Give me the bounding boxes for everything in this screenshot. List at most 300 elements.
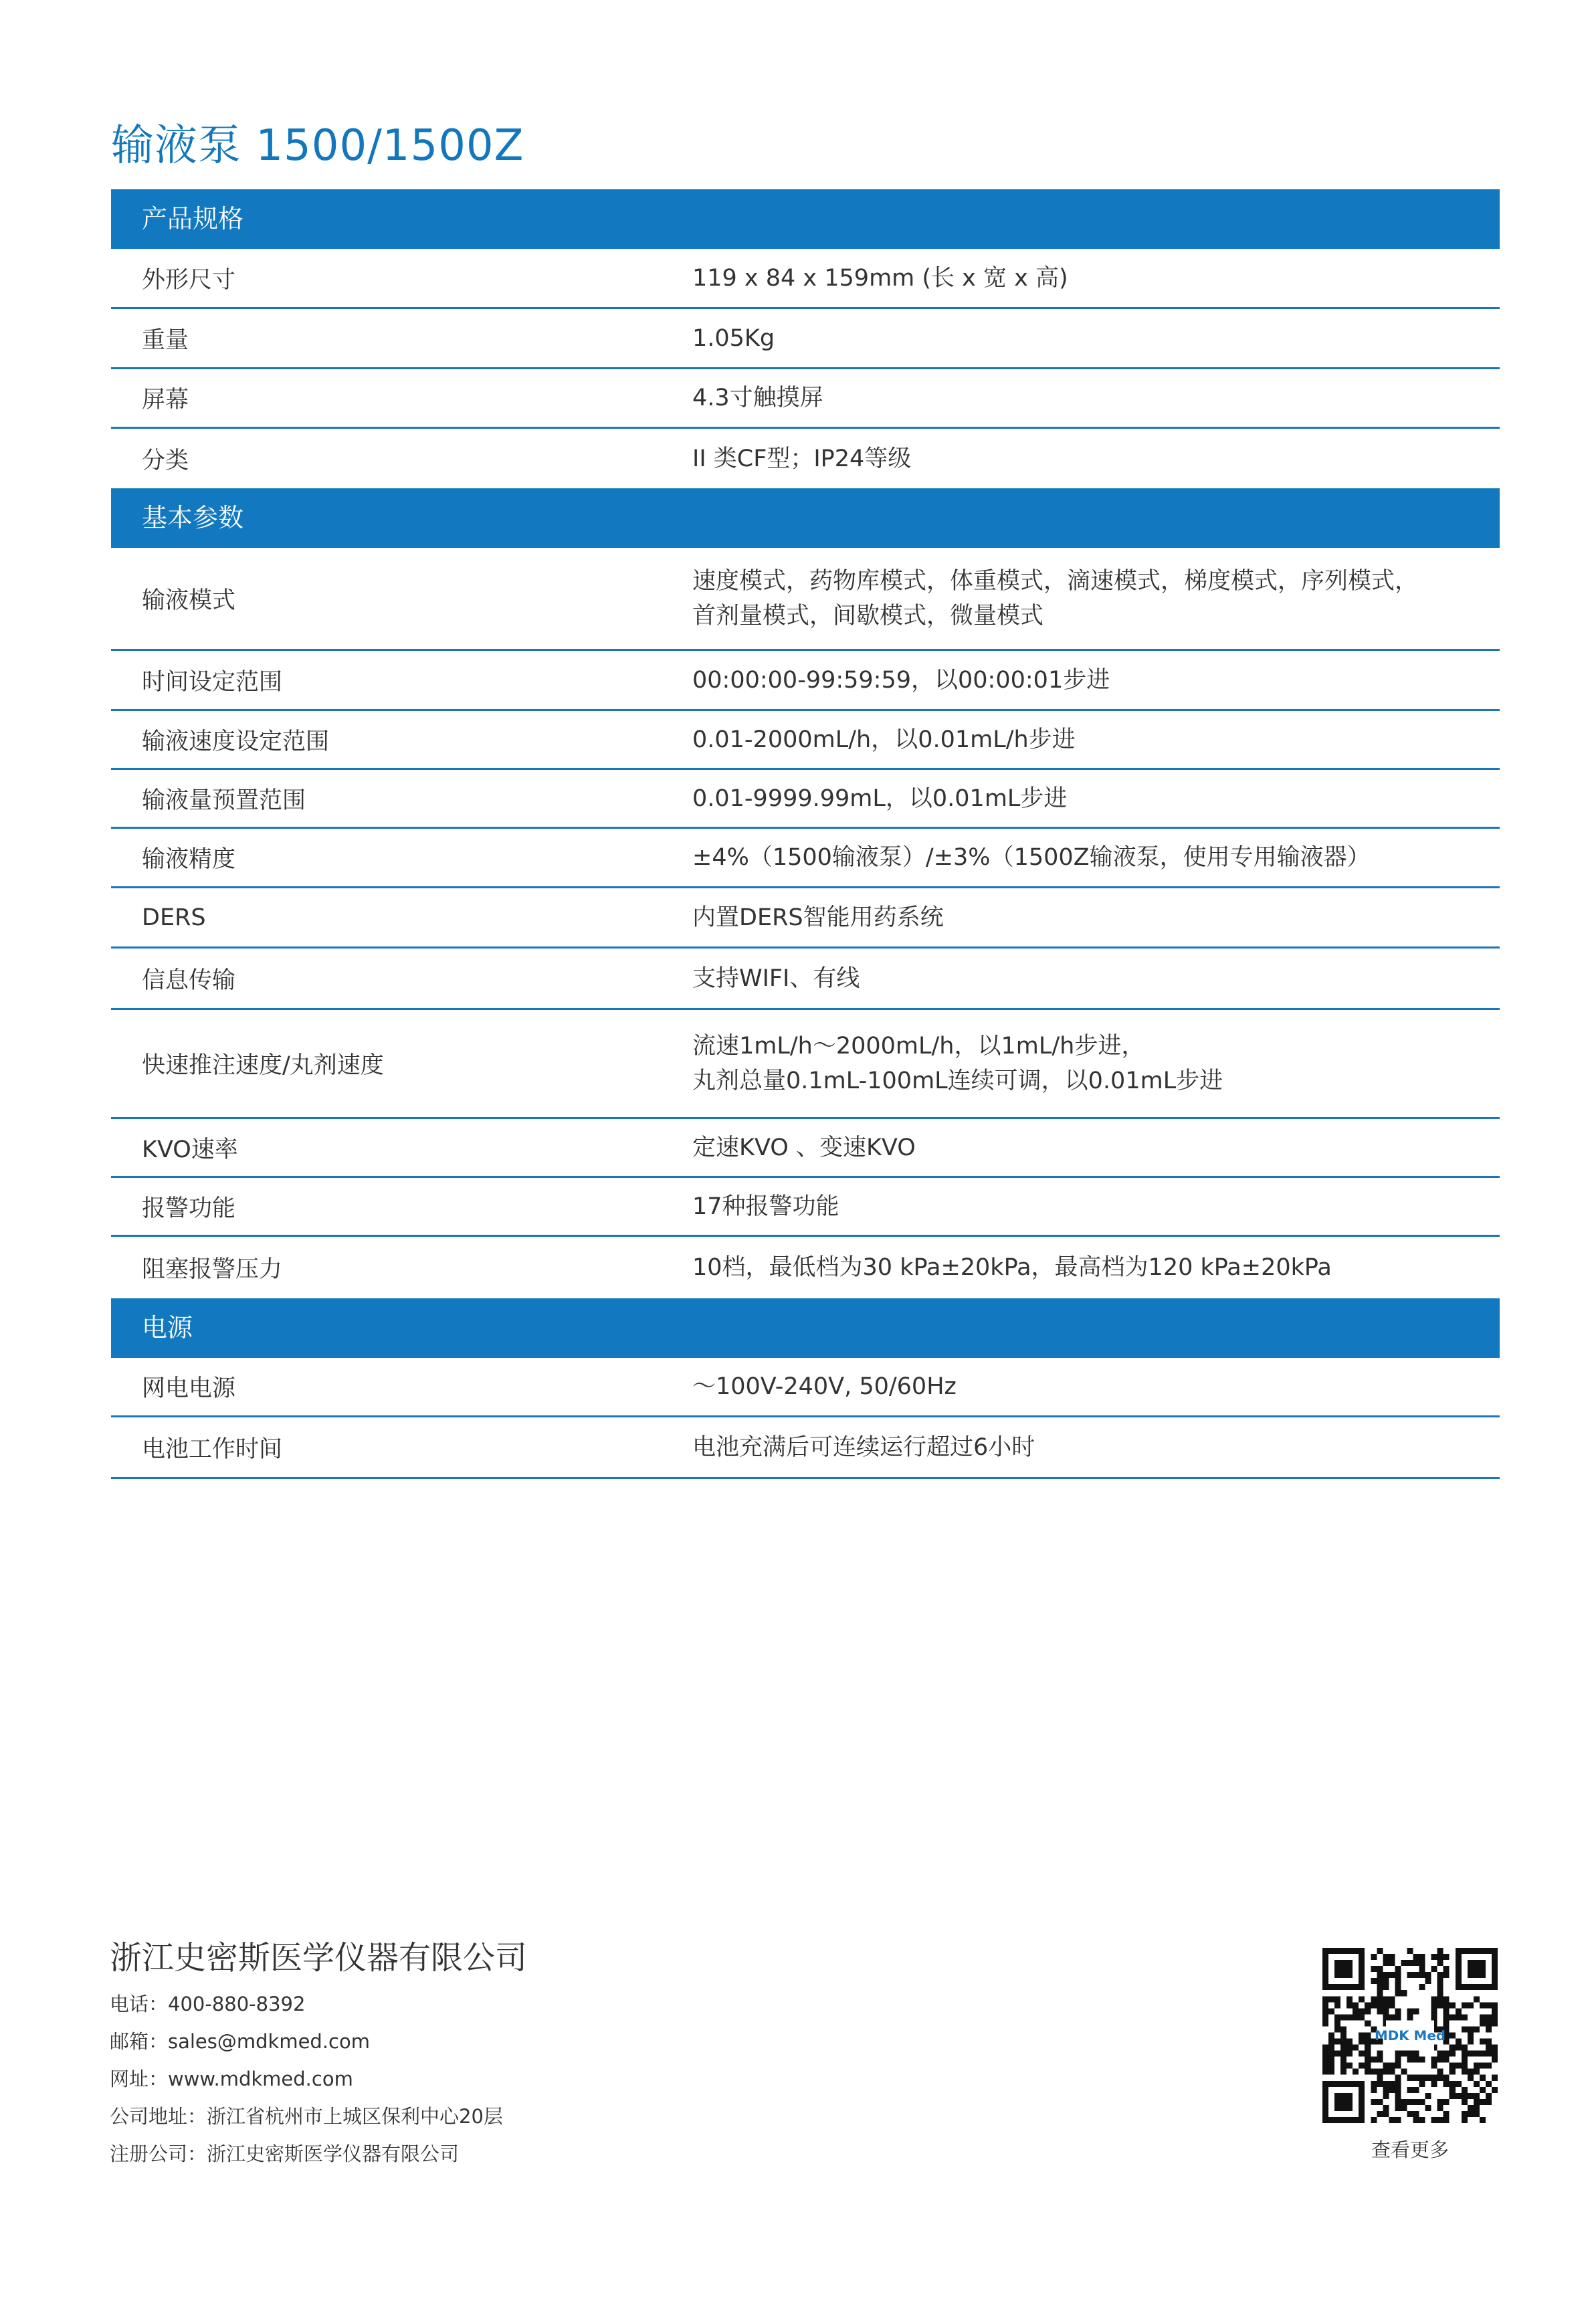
qr-module xyxy=(1468,2002,1474,2008)
qr-module xyxy=(1328,2039,1334,2045)
qr-module xyxy=(1322,2057,1328,2063)
qr-module xyxy=(1383,1978,1389,1984)
qr-module xyxy=(1492,2057,1498,2063)
qr-module xyxy=(1443,1972,1450,1978)
qr-module xyxy=(1443,2099,1450,2105)
qr-module xyxy=(1389,2087,1395,2093)
qr-code-icon xyxy=(1322,1948,1498,2123)
qr-module xyxy=(1462,2026,1468,2032)
qr-module xyxy=(1340,2032,1346,2038)
qr-module xyxy=(1443,2075,1450,2081)
qr-module xyxy=(1383,1972,1389,1978)
qr-module xyxy=(1377,1996,1383,2002)
section-heading-power: 电源 xyxy=(111,1298,1500,1358)
qr-module xyxy=(1377,1984,1383,1990)
qr-module xyxy=(1383,1954,1389,1960)
qr-module xyxy=(1462,2045,1468,2051)
qr-module xyxy=(1383,2069,1389,2075)
row-key: 快速推注速度/丸剂速度 xyxy=(142,1052,384,1079)
qr-module xyxy=(1419,1960,1425,1966)
qr-module xyxy=(1456,2093,1462,2099)
qr-module xyxy=(1443,2117,1450,2123)
row-value: 0.01-2000mL/h，以0.01mL/h步进 xyxy=(692,726,1076,753)
qr-module xyxy=(1340,2039,1346,2045)
qr-module xyxy=(1462,2069,1468,2075)
qr-module xyxy=(1389,2081,1395,2087)
qr-module xyxy=(1468,2111,1474,2117)
qr-module xyxy=(1468,2032,1474,2038)
qr-module xyxy=(1474,2069,1480,2075)
qr-module xyxy=(1456,2008,1462,2014)
qr-module xyxy=(1365,2032,1371,2038)
qr-module xyxy=(1437,1972,1443,1978)
qr-module xyxy=(1346,2063,1353,2069)
qr-module xyxy=(1486,2045,1492,2051)
qr-module xyxy=(1371,1966,1377,1972)
qr-module xyxy=(1365,2051,1371,2057)
qr-module xyxy=(1450,2002,1456,2008)
qr-module xyxy=(1437,2057,1443,2063)
qr-module xyxy=(1322,2045,1328,2051)
qr-module xyxy=(1413,2117,1419,2123)
qr-module xyxy=(1443,1954,1450,1960)
qr-module xyxy=(1407,1972,1413,1978)
table-row xyxy=(111,369,1500,429)
qr-module xyxy=(1492,2075,1498,2081)
qr-module xyxy=(1322,2051,1328,2057)
qr-module xyxy=(1462,2051,1468,2057)
table-row xyxy=(111,888,1500,948)
qr-module xyxy=(1413,2051,1419,2057)
row-key: 重量 xyxy=(142,326,189,354)
qr-module xyxy=(1468,2039,1474,2045)
section-heading-specs: 产品规格 xyxy=(111,189,1500,249)
qr-module xyxy=(1377,2057,1383,2063)
qr-module xyxy=(1395,1966,1401,1972)
qr-module xyxy=(1395,2105,1401,2111)
qr-module xyxy=(1437,1948,1443,1954)
qr-module xyxy=(1407,1948,1413,1954)
qr-module xyxy=(1389,1996,1395,2002)
qr-module xyxy=(1365,2069,1371,2075)
qr-module xyxy=(1462,2117,1468,2123)
qr-module xyxy=(1340,2069,1346,2075)
qr-module xyxy=(1425,2105,1431,2111)
qr-module xyxy=(1431,2075,1437,2081)
qr-module xyxy=(1395,2014,1401,2020)
qr-module xyxy=(1413,1972,1419,1978)
row-value: II 类CF型；IP24等级 xyxy=(692,445,912,472)
qr-module xyxy=(1474,2081,1480,2087)
qr-module xyxy=(1419,2075,1425,2081)
qr-module xyxy=(1395,2075,1401,2081)
row-key: 输液速度设定范围 xyxy=(142,728,330,755)
qr-module xyxy=(1413,2111,1419,2117)
qr-module xyxy=(1425,1978,1431,1984)
qr-module xyxy=(1340,2014,1346,2020)
qr-module xyxy=(1443,1996,1450,2002)
qr-module xyxy=(1480,2014,1486,2020)
qr-module xyxy=(1377,2008,1383,2014)
table-row xyxy=(111,1237,1500,1298)
qr-module xyxy=(1395,2081,1401,2087)
qr-module xyxy=(1492,2020,1498,2026)
row-value: ～100V-240V, 50/60Hz xyxy=(692,1373,957,1400)
qr-module xyxy=(1371,2069,1377,2075)
qr-module xyxy=(1486,2026,1492,2032)
row-value: ±4%（1500输液泵）/±3%（1500Z输液泵，使用专用输液器） xyxy=(692,844,1371,871)
qr-module xyxy=(1450,2014,1456,2020)
row-value: 内置DERS智能用药系统 xyxy=(692,904,944,931)
row-key: 屏幕 xyxy=(142,387,189,413)
qr-module xyxy=(1450,2063,1456,2069)
qr-module xyxy=(1462,2063,1468,2069)
qr-module xyxy=(1346,2039,1353,2045)
qr-module xyxy=(1383,2105,1389,2111)
qr-module xyxy=(1419,2117,1425,2123)
row-key: 输液精度 xyxy=(142,846,236,873)
contact-website: 网址：www.mdkmed.com xyxy=(110,2068,353,2090)
row-value: 电池充满后可连续运行超过6小时 xyxy=(692,1433,1035,1461)
qr-module xyxy=(1450,2081,1456,2087)
qr-module xyxy=(1456,2045,1462,2051)
qr-module xyxy=(1353,2014,1359,2020)
qr-module xyxy=(1365,2057,1371,2063)
qr-module xyxy=(1468,2093,1474,2099)
qr-module xyxy=(1340,2051,1346,2057)
qr-module xyxy=(1480,2117,1486,2123)
qr-module xyxy=(1359,1996,1365,2002)
qr-module xyxy=(1437,1984,1443,1990)
qr-module xyxy=(1480,2087,1486,2093)
qr-module xyxy=(1383,1984,1389,1990)
table-row xyxy=(111,249,1500,309)
qr-module xyxy=(1377,1978,1383,1984)
qr-module xyxy=(1443,2111,1450,2117)
qr-module xyxy=(1450,2032,1456,2038)
qr-module xyxy=(1322,2020,1328,2026)
qr-module xyxy=(1450,2093,1456,2099)
table-row xyxy=(111,309,1500,369)
qr-module xyxy=(1383,1960,1389,1966)
qr-caption: 查看更多 xyxy=(1371,2138,1449,2161)
qr-module xyxy=(1383,2111,1389,2117)
qr-module xyxy=(1389,1954,1395,1960)
qr-module xyxy=(1462,2111,1468,2117)
qr-module xyxy=(1450,2087,1456,2093)
qr-module xyxy=(1462,2099,1468,2105)
qr-module xyxy=(1431,2002,1437,2008)
qr-module xyxy=(1437,2117,1443,2123)
qr-module xyxy=(1492,2087,1498,2093)
qr-module xyxy=(1359,2051,1365,2057)
qr-module xyxy=(1389,2014,1395,2020)
qr-module xyxy=(1480,2063,1486,2069)
row-key: 报警功能 xyxy=(142,1195,236,1222)
table-row xyxy=(111,829,1500,888)
table-row xyxy=(111,1417,1500,1479)
qr-module xyxy=(1443,2051,1450,2057)
qr-module xyxy=(1328,1996,1334,2002)
qr-module xyxy=(1383,2014,1389,2020)
contact-phone: 电话：400-880-8392 xyxy=(110,1993,306,2015)
qr-module xyxy=(1456,2081,1462,2087)
qr-module xyxy=(1346,2002,1353,2008)
contact-address: 公司地址：浙江省杭州市上城区保利中心20层 xyxy=(110,2105,503,2128)
qr-module xyxy=(1419,1972,1425,1978)
qr-module xyxy=(1407,2111,1413,2117)
qr-module xyxy=(1431,1966,1437,1972)
qr-module xyxy=(1395,1972,1401,1978)
qr-module xyxy=(1407,2051,1413,2057)
row-value: 4.3寸触摸屏 xyxy=(692,385,823,411)
qr-module xyxy=(1437,1978,1443,1984)
contact-email: 邮箱：sales@mdkmed.com xyxy=(110,2030,370,2053)
qr-module xyxy=(1407,1960,1413,1966)
qr-module xyxy=(1486,2093,1492,2099)
spec-table xyxy=(111,189,1500,1479)
qr-module xyxy=(1462,2087,1468,2093)
qr-module xyxy=(1401,2051,1407,2057)
qr-module xyxy=(1365,2002,1371,2008)
qr-module xyxy=(1340,2063,1346,2069)
qr-module xyxy=(1450,2045,1456,2051)
table-row xyxy=(111,770,1500,829)
qr-module xyxy=(1419,2099,1425,2105)
qr-module xyxy=(1383,1996,1389,2002)
row-key: 外形尺寸 xyxy=(142,266,236,294)
qr-module xyxy=(1431,2057,1437,2063)
row-value: 定速KVO 、变速KVO xyxy=(692,1134,916,1161)
qr-module xyxy=(1437,1954,1443,1960)
qr-module xyxy=(1480,2099,1486,2105)
qr-module xyxy=(1371,1996,1377,2002)
qr-module xyxy=(1346,2014,1353,2020)
qr-module xyxy=(1407,2057,1413,2063)
qr-module xyxy=(1371,1978,1377,1984)
qr-module xyxy=(1334,1996,1340,2002)
qr-module xyxy=(1389,2069,1395,2075)
qr-module xyxy=(1480,2051,1486,2057)
qr-module xyxy=(1359,2032,1365,2038)
qr-module xyxy=(1486,2099,1492,2105)
qr-module xyxy=(1492,2051,1498,2057)
qr-module xyxy=(1462,2057,1468,2063)
qr-module xyxy=(1486,2014,1492,2020)
section-heading-basic-params: 基本参数 xyxy=(111,488,1500,548)
qr-module xyxy=(1437,1960,1443,1966)
qr-module xyxy=(1413,2057,1419,2063)
row-key: 分类 xyxy=(142,447,189,474)
qr-module xyxy=(1401,1960,1407,1966)
qr-module xyxy=(1413,1954,1419,1960)
qr-module xyxy=(1377,2075,1383,2081)
qr-module xyxy=(1431,2063,1437,2069)
qr-module xyxy=(1359,2063,1365,2069)
contact-info xyxy=(110,1985,503,2173)
qr-module xyxy=(1346,2045,1353,2051)
qr-module xyxy=(1456,2014,1462,2020)
qr-module xyxy=(1413,2008,1419,2014)
qr-module xyxy=(1371,2002,1377,2008)
qr-module xyxy=(1328,2069,1334,2075)
qr-module xyxy=(1353,2002,1359,2008)
qr-module xyxy=(1377,2081,1383,2087)
qr-module xyxy=(1340,2026,1346,2032)
qr-module xyxy=(1346,2051,1353,2057)
qr-module xyxy=(1328,2045,1334,2051)
qr-module xyxy=(1425,2075,1431,2081)
qr-module xyxy=(1431,2081,1437,2087)
qr-module xyxy=(1431,2014,1437,2020)
qr-module xyxy=(1468,2069,1474,2075)
qr-module xyxy=(1474,2099,1480,2105)
qr-module xyxy=(1389,1972,1395,1978)
qr-module xyxy=(1334,2002,1340,2008)
row-key: 输液模式 xyxy=(142,587,236,614)
qr-module xyxy=(1389,2063,1395,2069)
qr-module xyxy=(1456,2063,1462,2069)
qr-module xyxy=(1486,2051,1492,2057)
qr-module xyxy=(1395,2063,1401,2069)
table-row xyxy=(111,1358,1500,1417)
qr-module xyxy=(1377,2069,1383,2075)
qr-module xyxy=(1353,2008,1359,2014)
qr-module xyxy=(1474,2051,1480,2057)
qr-module xyxy=(1340,2045,1346,2051)
qr-module xyxy=(1437,2075,1443,2081)
qr-module xyxy=(1480,2020,1486,2026)
qr-module xyxy=(1401,2099,1407,2105)
qr-module xyxy=(1383,2087,1389,2093)
row-value: 17种报警功能 xyxy=(692,1193,839,1220)
qr-module xyxy=(1377,1990,1383,1996)
qr-module xyxy=(1365,2039,1371,2045)
qr-module xyxy=(1443,1966,1450,1972)
qr-module xyxy=(1401,2069,1407,2075)
qr-module xyxy=(1383,2081,1389,2087)
qr-module xyxy=(1359,2008,1365,2014)
qr-module xyxy=(1377,1948,1383,1954)
qr-module xyxy=(1474,2063,1480,2069)
row-value: 10档，最低档为30 kPa±20kPa，最高档为120 kPa±20kPa xyxy=(692,1254,1332,1281)
row-value: 1.05Kg xyxy=(692,324,775,352)
qr-module xyxy=(1486,2063,1492,2069)
qr-module xyxy=(1492,2008,1498,2014)
qr-module xyxy=(1371,2087,1377,2093)
qr-module xyxy=(1377,2111,1383,2117)
qr-module xyxy=(1492,2045,1498,2051)
qr-module xyxy=(1468,2105,1474,2111)
qr-module xyxy=(1492,2002,1498,2008)
qr-logo-text: MDK Med xyxy=(1375,2028,1445,2044)
qr-module xyxy=(1365,2063,1371,2069)
qr-module xyxy=(1407,2008,1413,2014)
qr-module xyxy=(1468,2051,1474,2057)
qr-module xyxy=(1450,2051,1456,2057)
qr-module xyxy=(1359,2014,1365,2020)
qr-module xyxy=(1425,1972,1431,1978)
row-value: 流速1mL/h～2000mL/h，以1mL/h步进， 丸剂总量0.1mL-100mL连续可调，以0.01mL步进 xyxy=(692,1033,1223,1094)
row-key: 时间设定范围 xyxy=(142,668,283,696)
qr-module xyxy=(1437,2002,1443,2008)
qr-module xyxy=(1377,1966,1383,1972)
qr-module xyxy=(1322,2063,1328,2069)
qr-module xyxy=(1389,1960,1395,1966)
qr-module xyxy=(1346,1996,1353,2002)
qr-module xyxy=(1377,2002,1383,2008)
table-row xyxy=(111,1010,1500,1119)
row-key: 阻塞报警压力 xyxy=(142,1256,283,1283)
qr-module xyxy=(1413,2075,1419,2081)
table-row xyxy=(111,1119,1500,1178)
qr-module xyxy=(1437,2051,1443,2057)
qr-module xyxy=(1328,2032,1334,2038)
qr-module xyxy=(1322,2069,1328,2075)
row-key: KVO速率 xyxy=(142,1136,238,1163)
qr-module xyxy=(1431,2008,1437,2014)
qr-module xyxy=(1395,2008,1401,2014)
qr-module xyxy=(1395,2117,1401,2123)
qr-module xyxy=(1443,2020,1450,2026)
qr-module xyxy=(1377,2099,1383,2105)
qr-module xyxy=(1431,1996,1437,2002)
qr-module xyxy=(1431,2117,1437,2123)
qr-module xyxy=(1365,2020,1371,2026)
row-value: 119 x 84 x 159mm (长 x 宽 x 高) xyxy=(692,264,1068,292)
row-value: 支持WIFI、有线 xyxy=(692,965,860,992)
qr-module xyxy=(1383,2002,1389,2008)
qr-module xyxy=(1359,2039,1365,2045)
qr-module xyxy=(1468,2026,1474,2032)
qr-module xyxy=(1371,1954,1377,1960)
qr-module xyxy=(1383,2008,1389,2014)
qr-module xyxy=(1443,2057,1450,2063)
qr-module xyxy=(1322,1996,1328,2002)
qr-module xyxy=(1480,2002,1486,2008)
row-key: 输液量预置范围 xyxy=(142,787,306,814)
qr-module xyxy=(1443,2014,1450,2020)
qr-module xyxy=(1371,2081,1377,2087)
qr-module xyxy=(1407,2099,1413,2105)
row-value: 00:00:00-99:59:59，以00:00:01步进 xyxy=(692,666,1110,694)
qr-module xyxy=(1365,2045,1371,2051)
qr-module xyxy=(1334,2020,1340,2026)
qr-module xyxy=(1401,2105,1407,2111)
qr-module xyxy=(1389,2002,1395,2008)
qr-module xyxy=(1377,1972,1383,1978)
row-key: 网电电源 xyxy=(142,1375,236,1402)
qr-module xyxy=(1486,2081,1492,2087)
qr-module xyxy=(1322,2014,1328,2020)
qr-module xyxy=(1407,2087,1413,2093)
qr-module xyxy=(1474,2093,1480,2099)
qr-module xyxy=(1419,1984,1425,1990)
qr-module xyxy=(1334,2039,1340,2045)
row-key: 电池工作时间 xyxy=(142,1435,283,1463)
table-row xyxy=(111,429,1500,488)
qr-module xyxy=(1462,2093,1468,2099)
table-row xyxy=(111,711,1500,770)
qr-module xyxy=(1328,2008,1334,2014)
qr-module xyxy=(1443,2008,1450,2014)
qr-module xyxy=(1450,2069,1456,2075)
qr-module xyxy=(1474,2105,1480,2111)
qr-module xyxy=(1419,1966,1425,1972)
qr-module xyxy=(1486,2020,1492,2026)
qr-module xyxy=(1437,1990,1443,1996)
qr-module xyxy=(1383,2063,1389,2069)
